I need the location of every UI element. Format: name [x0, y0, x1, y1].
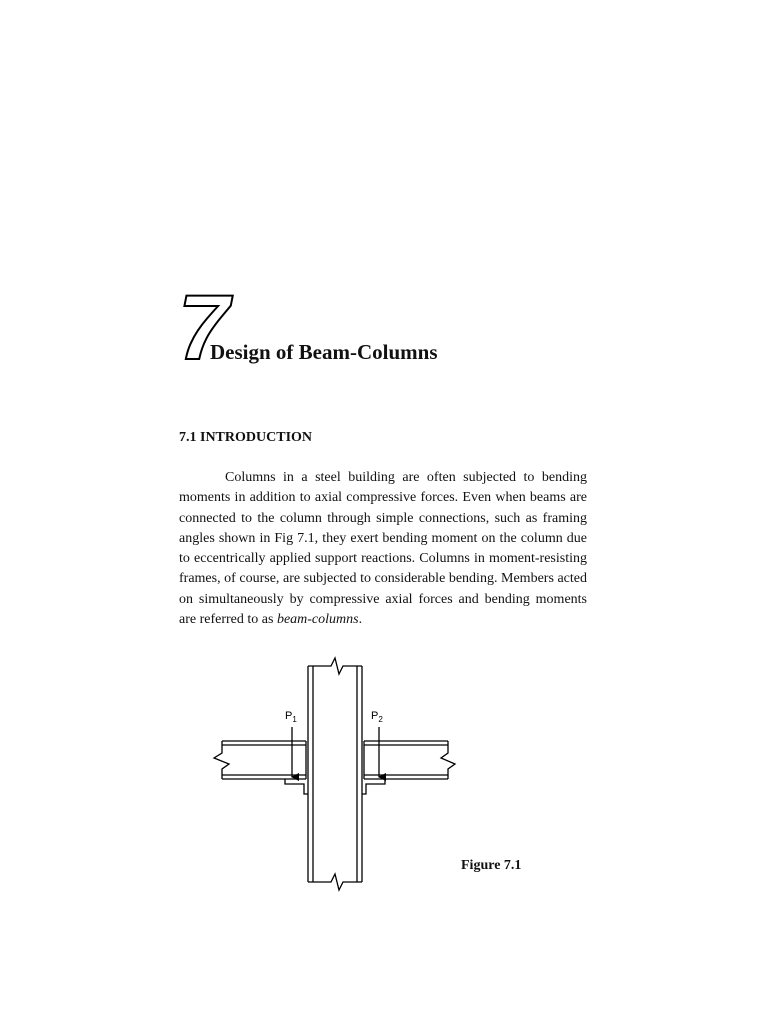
load-label-left: $P_1$: [285, 710, 297, 724]
intro-paragraph: [179, 468, 587, 630]
chapter-number: 7: [178, 277, 228, 379]
right-framing-angle: [362, 779, 385, 794]
paragraph-end: .: [358, 612, 363, 628]
paragraph-emphasis: beam-columns: [276, 612, 359, 628]
beam-column-figure: [205, 656, 465, 892]
left-framing-angle: [285, 779, 308, 794]
section-heading: 7.1 INTRODUCTION: [179, 430, 313, 445]
paragraph-text: Columns in a steel building are often subjected to bending moments in addition to axial compressive forces. Even when beams are connected to the column through simple connections, such as framing angles shown in Fig 7.1, they exert bending moment on the column due to eccentrically applied support reactions. Columns in moment-resisting frames, of course, are subjected to considerable bending. Members acted on simultaneously by compressive axial forces and bending moments are referred to as: [179, 470, 587, 628]
right-beam: [364, 741, 455, 779]
figure-caption: Figure 7.1: [461, 858, 522, 873]
column-member: [308, 658, 362, 890]
chapter-title: Design of Beam-Columns: [210, 340, 438, 364]
load-label-right: $P_2$: [371, 710, 383, 724]
